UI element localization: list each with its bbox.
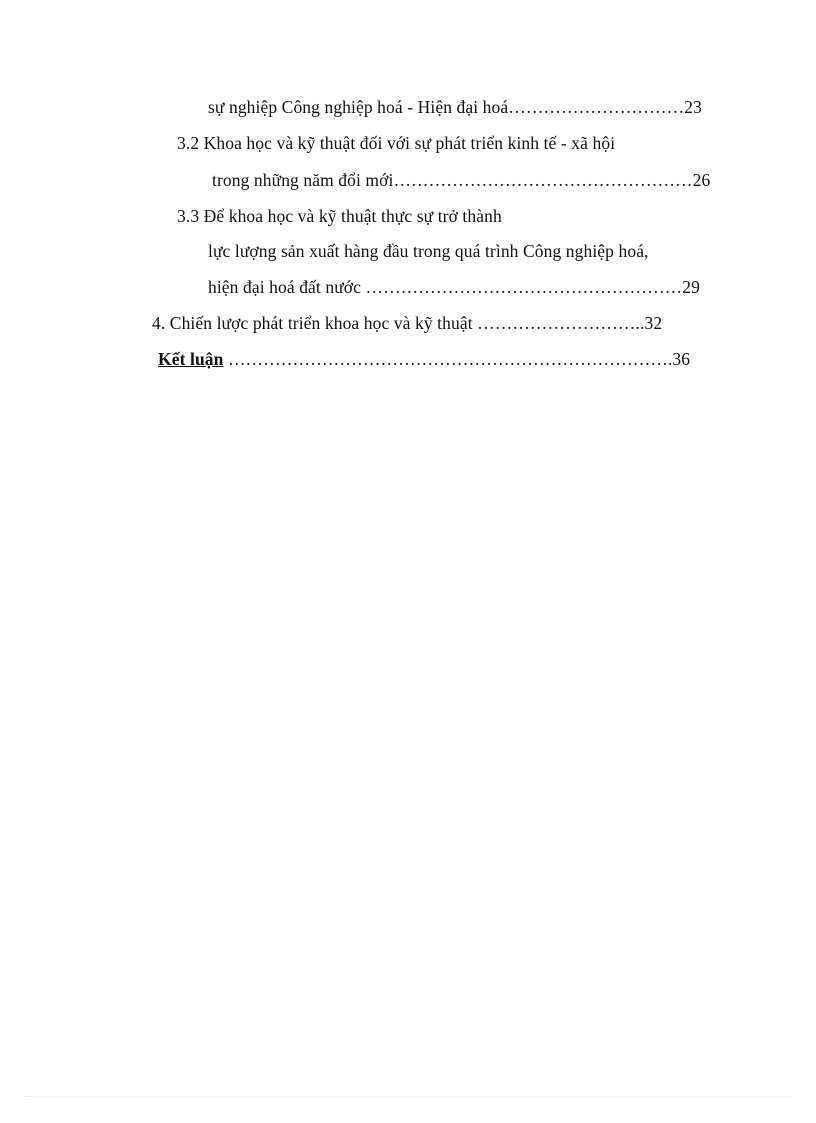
toc-entry: 3.2 Khoa học và kỹ thuật đối với sự phát triển kinh tế - xã hội <box>177 133 616 153</box>
toc-entry: lực lượng sản xuất hàng đầu trong quá trình Công nghiệp hoá, <box>208 241 649 261</box>
toc-entry-conclusion <box>158 348 690 370</box>
toc-entry: 4. Chiến lược phát triển khoa học và kỹ thuật ………………………..32 <box>152 313 663 333</box>
conclusion-label: Kết luận <box>158 349 224 369</box>
toc-entry: trong những năm đổi mới……………………………………………26 <box>212 170 711 190</box>
conclusion-leader: ………………………………………………………………….36 <box>223 349 691 369</box>
toc-entry: sự nghiệp Công nghiệp hoá - Hiện đại hoá…………………………23 <box>208 97 702 117</box>
toc-entry: 3.3 Để khoa học và kỹ thuật thực sự trở thành <box>177 206 502 226</box>
page-bottom-divider <box>24 1096 792 1097</box>
toc-entry: hiện đại hoá đất nước ………………………………………………29 <box>208 277 700 297</box>
